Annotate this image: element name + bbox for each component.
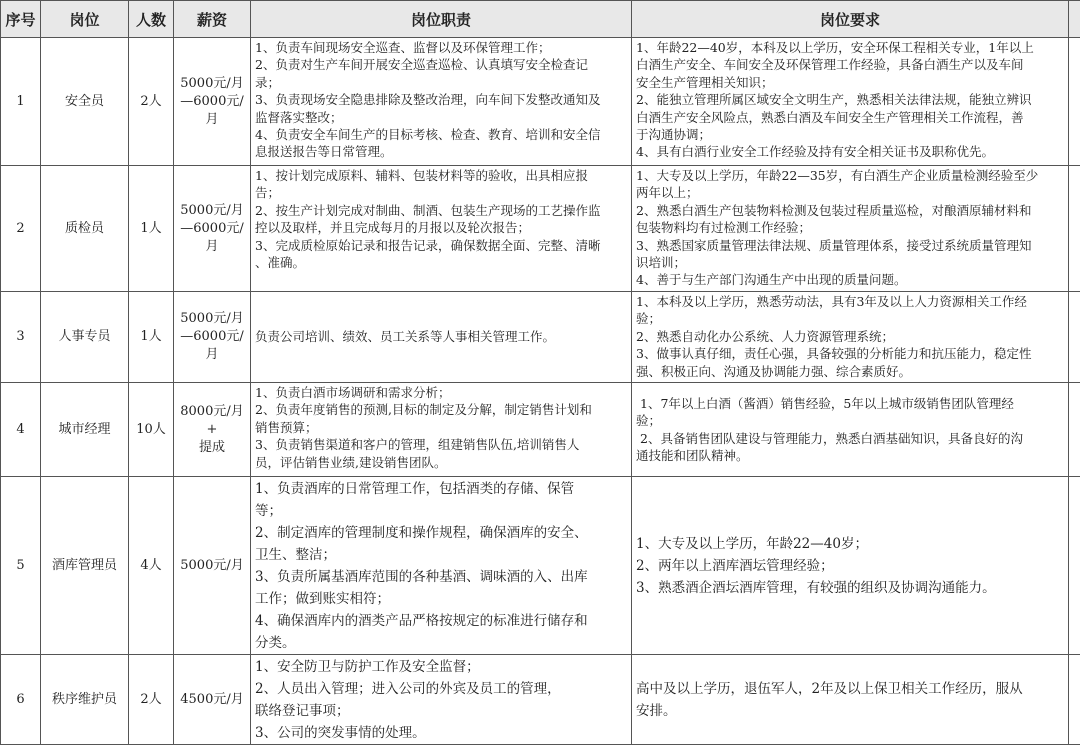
salary-line: 5000元/月	[178, 202, 246, 220]
requirements-line: 白酒生产安全、车间安全及环保管理工作经验，具备白酒生产以及车间	[636, 56, 1064, 73]
duties-line: 员，评估销售业绩,建设销售团队。	[255, 454, 627, 471]
headcount: 1人	[129, 166, 174, 292]
position-name: 安全员	[41, 38, 129, 166]
requirements	[632, 383, 1069, 477]
requirements-line: 2、能独立管理所属区域安全文明生产，熟悉相关法律法规，能独立辨识	[636, 91, 1064, 108]
row-number: 1	[1, 38, 41, 166]
requirements-line: 3、熟悉国家质量管理法律法规、质量管理体系，接受过系统质量管理知	[636, 237, 1064, 254]
duties-line: 3、负责现场安全隐患排除及整改治理，向车间下发整改通知及	[255, 91, 627, 108]
duties-line: 3、负责销售渠道和客户的管理，组建销售队伍,培训销售人	[255, 436, 627, 453]
row-number: 4	[1, 383, 41, 477]
requirements-line: 识培训；	[636, 254, 1064, 271]
duties-line: 联络登记事项；	[255, 700, 627, 722]
requirements-line: 1、年龄22—40岁，本科及以上学历，安全环保工程相关专业，1年以上	[636, 39, 1064, 56]
requirements-line: 2、两年以上酒库酒坛管理经验；	[636, 555, 1064, 577]
row-number: 2	[1, 166, 41, 292]
duties	[251, 292, 632, 383]
duties-line: 3、公司的突发事情的处理。	[255, 722, 627, 744]
extra-cell	[1069, 655, 1080, 745]
salary-line: 8000元/月+	[178, 403, 246, 439]
position-name: 质检员	[41, 166, 129, 292]
position-name: 人事专员	[41, 292, 129, 383]
duties-line: 控以及取样，并且完成每月的月报以及轮次报告；	[255, 219, 627, 236]
duties-line: 负责公司培训、绩效、员工关系等人事相关管理工作。	[255, 328, 627, 345]
table-row	[1, 166, 1080, 292]
salary-line: —6000元/	[178, 220, 246, 238]
requirements-line: 两年以上；	[636, 184, 1064, 201]
duties-line: 2、制定酒库的管理制度和操作规程，确保酒库的安全、	[255, 522, 627, 544]
salary-line: 5000元/月	[178, 310, 246, 328]
requirements-line: 强、积极正向、沟通及协调能力强、综合素质好。	[636, 363, 1064, 380]
duties-line: 告；	[255, 184, 627, 201]
header-row	[1, 1, 1080, 38]
salary-line: 月	[178, 238, 246, 256]
duties-line: 2、按生产计划完成对制曲、制酒、包装生产现场的工艺操作监	[255, 202, 627, 219]
table-row	[1, 655, 1080, 745]
table-row	[1, 477, 1080, 655]
duties-line: 录；	[255, 74, 627, 91]
header-extra	[1069, 1, 1080, 38]
requirements-line: 2、具备销售团队建设与管理能力，熟悉白酒基础知识，具备良好的沟	[636, 430, 1064, 447]
requirements-line: 通技能和团队精神。	[636, 447, 1064, 464]
table-row	[1, 292, 1080, 383]
position-name: 城市经理	[41, 383, 129, 477]
duties	[251, 655, 632, 745]
requirements-line: 1、大专及以上学历，年龄22—40岁；	[636, 533, 1064, 555]
requirements-line: 验；	[636, 310, 1064, 327]
salary-line: 4500元/月	[178, 691, 246, 709]
headcount: 10人	[129, 383, 174, 477]
extra-cell	[1069, 383, 1080, 477]
duties	[251, 383, 632, 477]
duties-line: 分类。	[255, 632, 627, 654]
duties-line: 息报送报告等日常管理。	[255, 143, 627, 160]
salary-line: 5000元/月	[178, 557, 246, 575]
duties-line: 卫生、整洁；	[255, 544, 627, 566]
headcount: 2人	[129, 38, 174, 166]
requirements-line: 3、熟悉酒企酒坛酒库管理，有较强的组织及协调沟通能力。	[636, 577, 1064, 599]
header-salary: 薪资	[174, 1, 251, 38]
salary	[174, 477, 251, 655]
duties-line: 3、负责所属基酒库范围的各种基酒、调味酒的入、出库	[255, 566, 627, 588]
requirements-line: 2、熟悉白酒生产包装物料检测及包装过程质量巡检，对酿酒原辅材料和	[636, 202, 1064, 219]
requirements-line: 3、做事认真仔细，责任心强，具备较强的分析能力和抗压能力，稳定性	[636, 345, 1064, 362]
extra-cell	[1069, 166, 1080, 292]
duties-line: 4、负责安全车间生产的目标考核、检查、教育、培训和安全信	[255, 126, 627, 143]
header-duties: 岗位职责	[251, 1, 632, 38]
duties-line: 2、负责年度销售的预测,目标的制定及分解，制定销售计划和	[255, 401, 627, 418]
headcount: 1人	[129, 292, 174, 383]
position-name: 秩序维护员	[41, 655, 129, 745]
requirements-line: 安排。	[636, 700, 1064, 722]
duties-line: 1、按计划完成原料、辅料、包装材料等的验收，出具相应报	[255, 167, 627, 184]
requirements-line: 于沟通协调；	[636, 126, 1064, 143]
duties-line: 1、负责白酒市场调研和需求分析；	[255, 384, 627, 401]
salary-line: 月	[178, 346, 246, 364]
requirements-line: 1、大专及以上学历，年龄22—35岁，有白酒生产企业质量检测经验至少	[636, 167, 1064, 184]
requirements	[632, 166, 1069, 292]
duties-line: 1、负责车间现场安全巡查、监督以及环保管理工作；	[255, 39, 627, 56]
requirements-line: 高中及以上学历，退伍军人，2年及以上保卫相关工作经历，服从	[636, 678, 1064, 700]
salary	[174, 166, 251, 292]
requirements-line: 包装物料均有过检测工作经验；	[636, 219, 1064, 236]
requirements	[632, 38, 1069, 166]
duties-line: 1、负责酒库的日常管理工作，包括酒类的存储、保管	[255, 478, 627, 500]
extra-cell	[1069, 477, 1080, 655]
requirements-line: 验；	[636, 412, 1064, 429]
position-name: 酒库管理员	[41, 477, 129, 655]
headcount: 2人	[129, 655, 174, 745]
duties-line: 、准确。	[255, 254, 627, 271]
requirements-line: 4、善于与生产部门沟通生产中出现的质量问题。	[636, 271, 1064, 288]
duties-line: 1、安全防卫与防护工作及安全监督；	[255, 656, 627, 678]
row-number: 3	[1, 292, 41, 383]
duties	[251, 38, 632, 166]
salary-line: 提成	[178, 439, 246, 457]
salary	[174, 655, 251, 745]
requirements-line: 白酒生产安全风险点，熟悉白酒及车间安全生产管理相关工作流程，善	[636, 109, 1064, 126]
requirements-line: 安全生产管理相关知识；	[636, 74, 1064, 91]
duties-line: 2、人员出入管理；进入公司的外宾及员工的管理，	[255, 678, 627, 700]
table-row	[1, 383, 1080, 477]
salary	[174, 38, 251, 166]
requirements	[632, 655, 1069, 745]
salary	[174, 292, 251, 383]
requirements-line: 2、熟悉自动化办公系统、人力资源管理系统；	[636, 328, 1064, 345]
header-requirements: 岗位要求	[632, 1, 1069, 38]
salary-line: 5000元/月	[178, 75, 246, 93]
salary	[174, 383, 251, 477]
duties-line: 等；	[255, 500, 627, 522]
row-number: 5	[1, 477, 41, 655]
salary-line: 月	[178, 111, 246, 129]
headcount: 4人	[129, 477, 174, 655]
duties-line: 销售预算；	[255, 419, 627, 436]
row-number: 6	[1, 655, 41, 745]
duties-line: 监督落实整改；	[255, 109, 627, 126]
requirements-line: 1、7年以上白酒（酱酒）销售经验，5年以上城市级销售团队管理经	[636, 395, 1064, 412]
duties	[251, 166, 632, 292]
duties-line: 4、确保酒库内的酒类产品严格按规定的标准进行储存和	[255, 610, 627, 632]
requirements-line: 4、具有白酒行业安全工作经验及持有安全相关证书及职称优先。	[636, 143, 1064, 160]
requirements	[632, 292, 1069, 383]
extra-cell	[1069, 38, 1080, 166]
extra-cell	[1069, 292, 1080, 383]
duties-line: 工作；做到账实相符；	[255, 588, 627, 610]
header-position: 岗位	[41, 1, 129, 38]
duties-line: 2、负责对生产车间开展安全巡查巡检、认真填写安全检查记	[255, 56, 627, 73]
duties	[251, 477, 632, 655]
header-no: 序号	[1, 1, 41, 38]
salary-line: —6000元/	[178, 93, 246, 111]
duties-line: 3、完成质检原始记录和报告记录，确保数据全面、完整、清晰	[255, 237, 627, 254]
requirements-line: 1、本科及以上学历，熟悉劳动法，具有3年及以上人力资源相关工作经	[636, 293, 1064, 310]
requirements	[632, 477, 1069, 655]
salary-line: —6000元/	[178, 328, 246, 346]
header-count: 人数	[129, 1, 174, 38]
table-row	[1, 38, 1080, 166]
